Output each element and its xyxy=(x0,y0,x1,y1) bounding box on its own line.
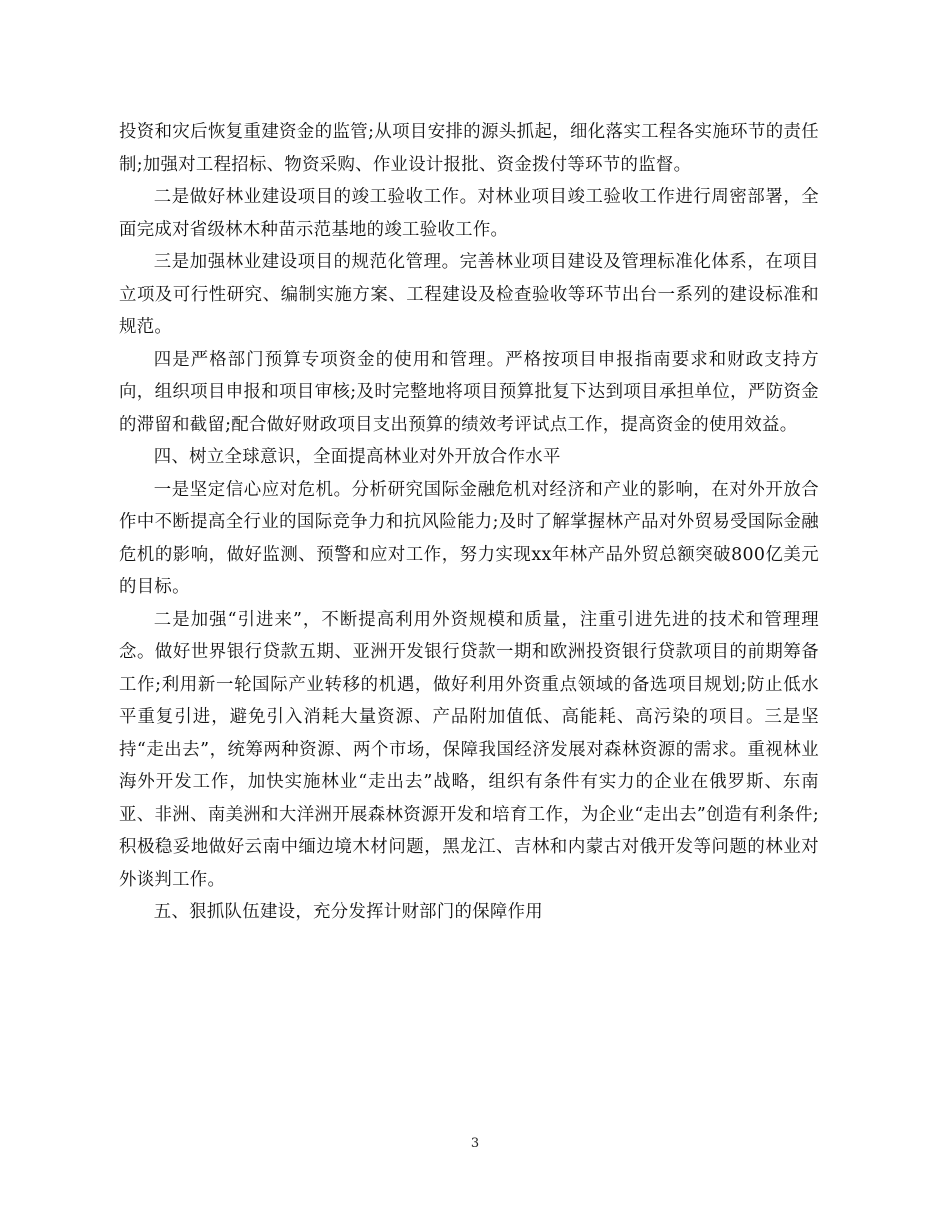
paragraph-4: 四是严格部门预算专项资金的使用和管理。严格按项目申报指南要求和财政支持方向，组织项目申报和项目审核;及时完整地将项目预算批复下达到项目承担单位，严防资金的滞留和截留;配合做好财政项目支出预算的绩效考评试点工作，提高资金的使用效益。 xyxy=(119,349,819,435)
paragraph-3: 三是加强林业建设项目的规范化管理。完善林业项目建设及管理标准化体系，在项目立项及可行性研究、编制实施方案、工程建设及检查验收等环节出台一系列的建设标准和规范。 xyxy=(119,252,819,337)
section-heading-4: 四、树立全球意识，全面提高林业对外开放合作水平 xyxy=(153,447,561,467)
paragraph-5: 一是坚定信心应对危机。分析研究国际金融危机对经济和产业的影响，在对外开放合作中不断提高全行业的国际竞争力和抗风险能力;及时了解掌握林产品对外贸易受国际金融危机的影响，做好监测、预警和应对工作，努力实现xx年林产品外贸总额突破800亿美元的目标。 xyxy=(119,479,819,597)
page-number: 3 xyxy=(470,1136,480,1151)
section-heading-5: 五、狠抓队伍建设，充分发挥计财部门的保障作用 xyxy=(153,902,543,922)
paragraph-1: 投资和灾后恢复重建资金的监管;从项目安排的源头抓起，细化落实工程各实施环节的责任制;加强对工程招标、物资采购、作业设计报批、资金拨付等环节的监督。 xyxy=(119,122,819,175)
paragraph-2: 二是做好林业建设项目的竣工验收工作。对林业项目竣工验收工作进行周密部署，全面完成对省级林木种苗示范基地的竣工验收工作。 xyxy=(119,187,819,240)
paragraph-6: 二是加强“引进来”，不断提高利用外资规模和质量，注重引进先进的技术和管理理念。做好世界银行贷款五期、亚洲开发银行贷款一期和欧洲投资银行贷款项目的前期筹备工作;利用新一轮国际产业转移的机遇，做好利用外资重点领域的备选项目规划;防止低水平重复引进，避免引入消耗大量资源、产品附加值低、高能耗、高污染的项目。三是坚持“走出去”，统筹两种资源、两个市场，保障我国经济发展对森林资源的需求。重视林业海外开发工作，加快实施林业“走出去”战略，组织有条件有实力的企业在俄罗斯、东南亚、非洲、南美洲和大洋洲开展森林资源开发和培育工作，为企业“走出去”创造有利条件;积极稳妥地做好云南中缅边境木材问题，黑龙江、吉林和内蒙古对俄开发等问题的林业对外谈判工作。 xyxy=(119,609,819,890)
body-text xyxy=(119,116,819,929)
